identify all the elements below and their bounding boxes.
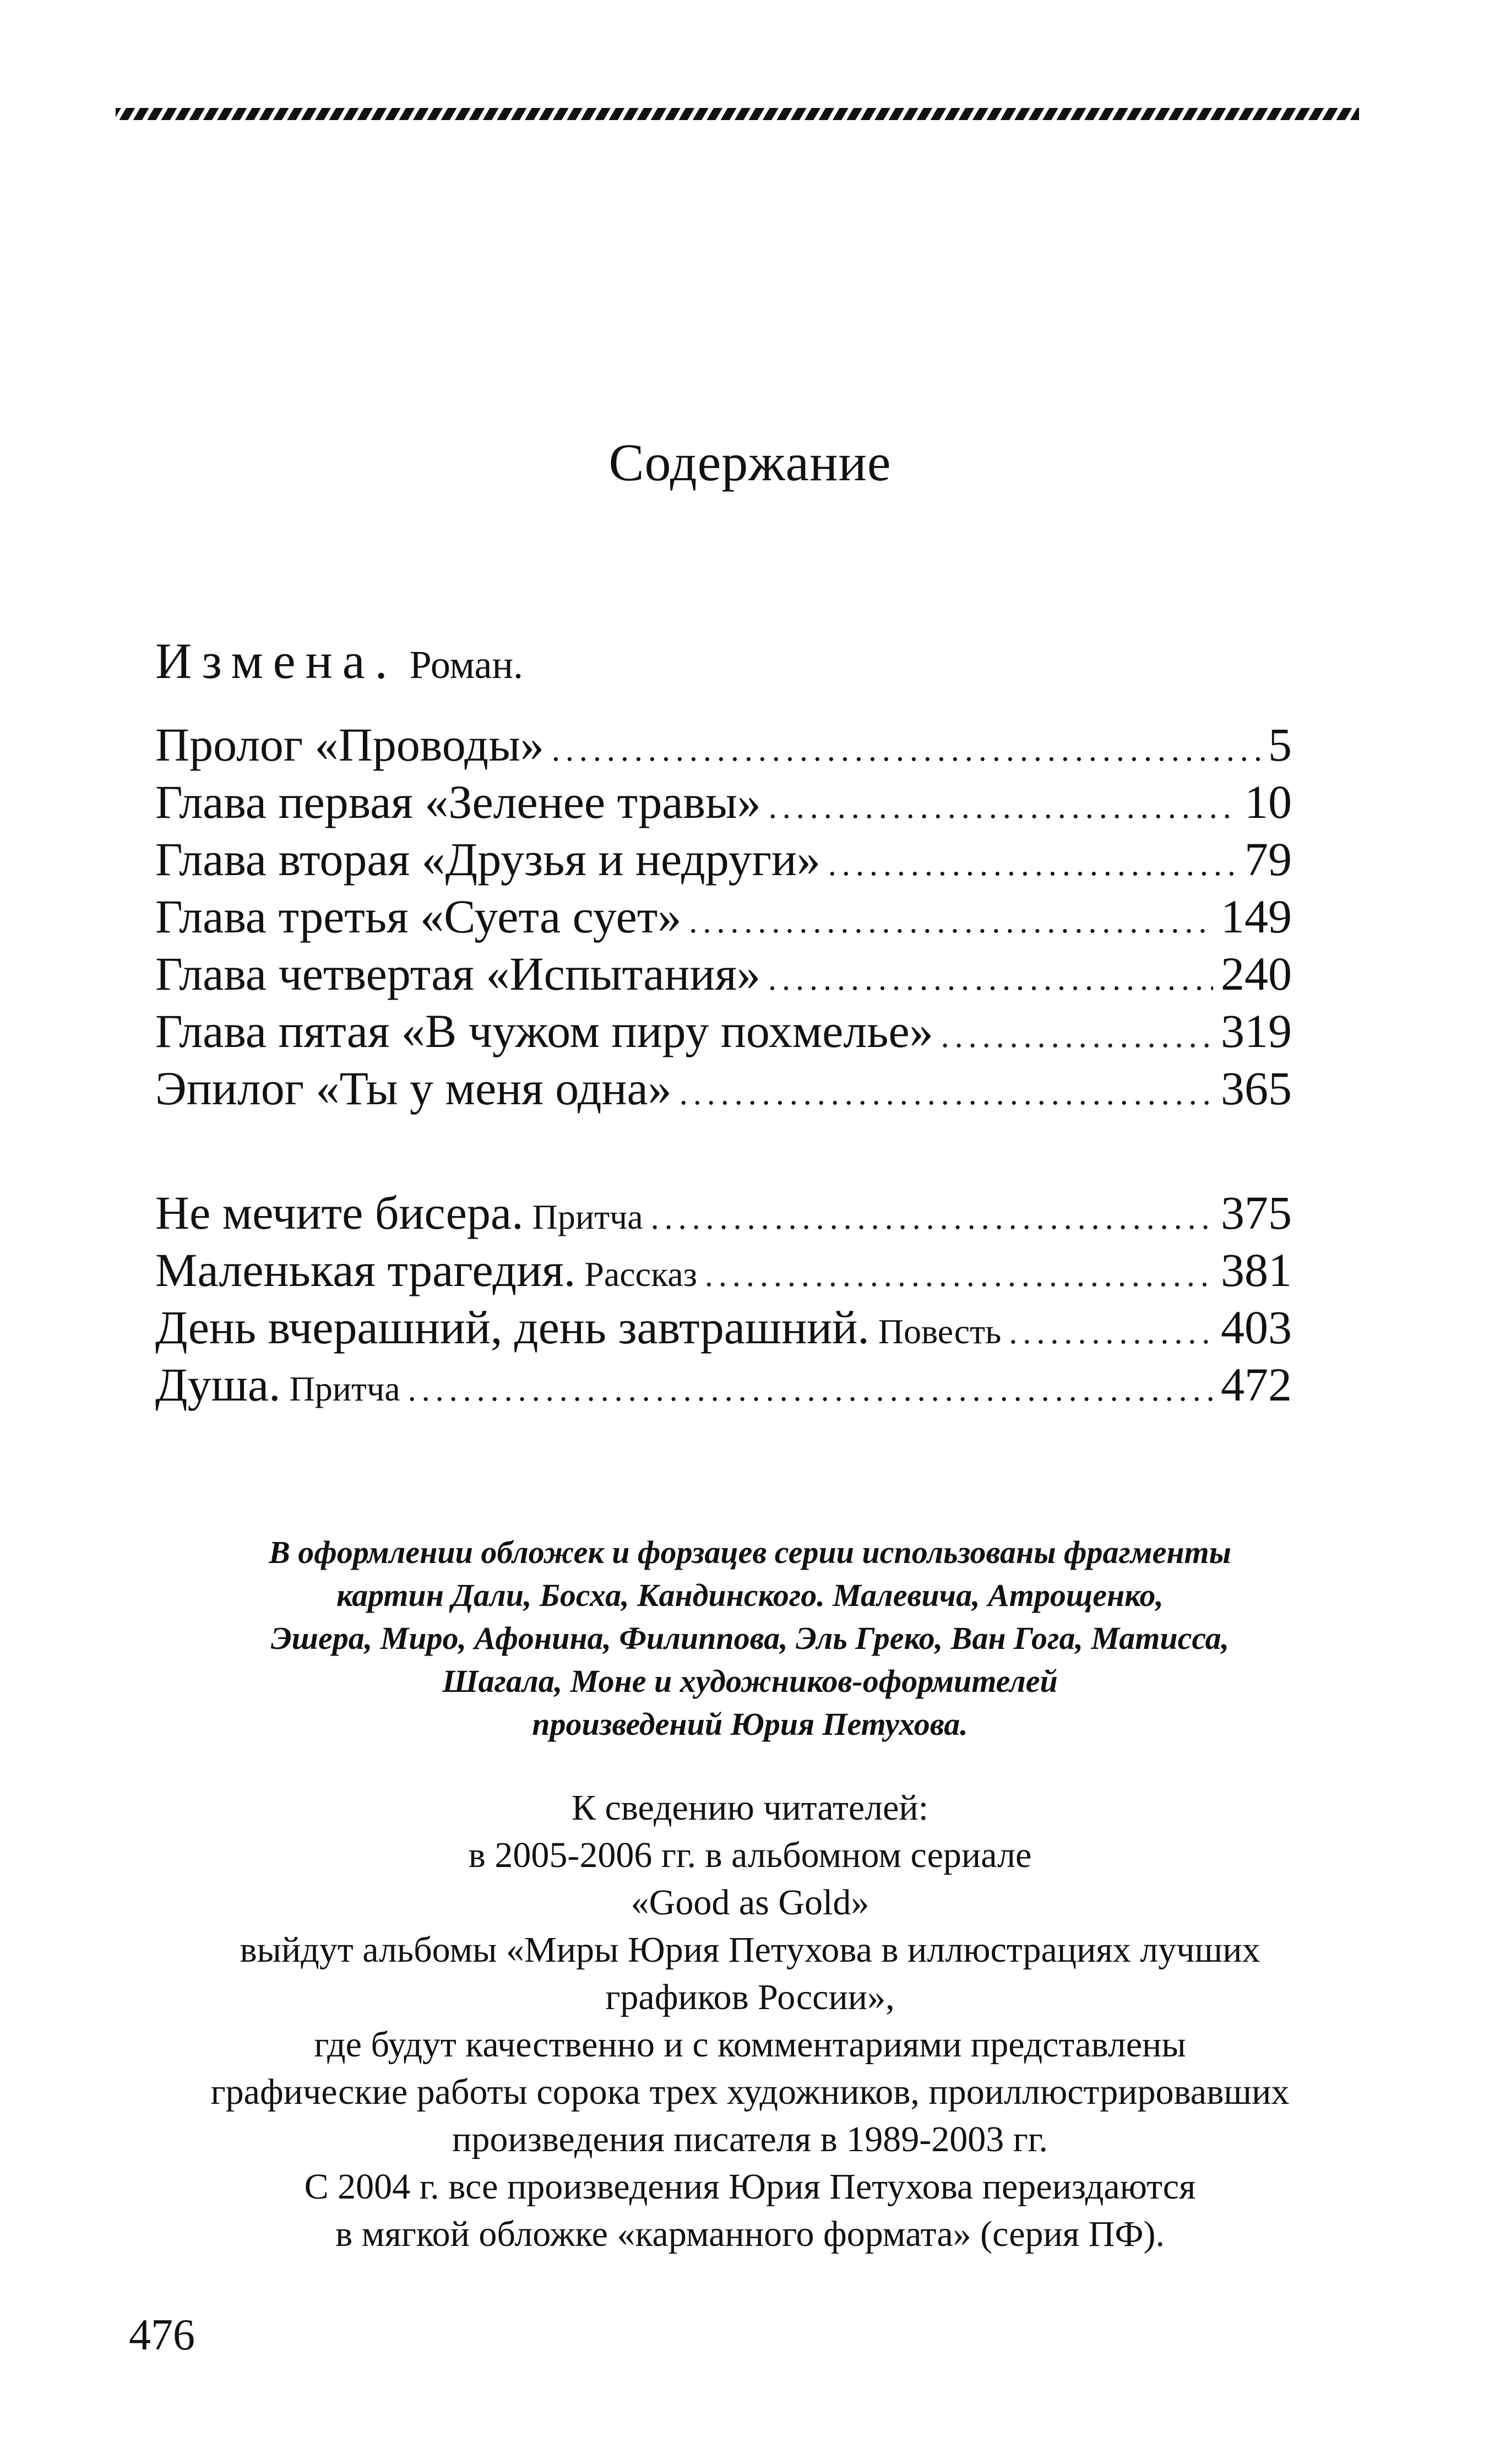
toc-entry-label: Эпилог «Ты у меня одна» <box>155 1062 672 1115</box>
toc-entry-label: Пролог «Проводы» <box>155 718 544 771</box>
novel-genre: Роман. <box>409 643 524 687</box>
toc-entry-page: 375 <box>1221 1186 1292 1239</box>
dot-leader <box>1009 1304 1213 1361</box>
cover-art-credits <box>0 1531 1500 1746</box>
toc-entry <box>155 1060 1292 1117</box>
toc-entry <box>155 716 1292 773</box>
toc-entry-page: 365 <box>1221 1062 1292 1115</box>
toc-entry-page: 5 <box>1268 718 1292 771</box>
credits-line: Эшера, Миро, Афонина, Филиппова, Эль Греко, Ван Гога, Матисса, <box>270 1620 1230 1656</box>
notice-line: «Good as Gold» <box>631 1882 869 1923</box>
toc-entry-page: 240 <box>1221 947 1292 1000</box>
novel-heading <box>155 628 523 698</box>
toc-entry <box>155 888 1292 945</box>
toc-entry <box>155 773 1292 831</box>
toc-entry-page: 472 <box>1221 1358 1292 1411</box>
toc-entry-label: День вчерашний, день завтрашний. <box>155 1301 869 1354</box>
notice-line: в мягкой обложке «карманного формата» (серия ПФ). <box>335 2214 1165 2254</box>
notice-line: К сведению читателей: <box>571 1788 929 1828</box>
dot-leader <box>680 1065 1213 1122</box>
page-number: 476 <box>129 2311 195 2359</box>
toc-entry-genre: Повесть <box>878 1312 1002 1351</box>
toc-entry-page: 79 <box>1244 833 1292 886</box>
toc-entry-label: Глава пятая «В чужом пиру похмелье» <box>155 1005 933 1057</box>
dot-leader <box>769 778 1237 835</box>
toc-entry-page: 319 <box>1221 1005 1292 1057</box>
toc-entry-genre: Рассказ <box>584 1255 697 1294</box>
page-title: Содержание <box>608 433 892 492</box>
other-works-list <box>155 1184 1292 1413</box>
toc-entry-label: Глава первая «Зеленее травы» <box>155 775 761 828</box>
dot-leader <box>941 1007 1213 1065</box>
toc-entry <box>155 831 1292 888</box>
notice-line: С 2004 г. все произведения Юрия Петухова переиздаются <box>304 2167 1196 2207</box>
toc-entry-label: Не мечите бисера. <box>155 1186 524 1239</box>
toc-entry-page: 403 <box>1221 1301 1292 1354</box>
reader-notice <box>0 1784 1500 2258</box>
notice-line: произведения писателя в 1989-2003 гг. <box>452 2119 1048 2159</box>
notice-line: графиков России», <box>605 1977 895 2017</box>
notice-line: в 2005-2006 гг. в альбомном сериале <box>468 1835 1032 1875</box>
novel-title: Измена. <box>155 633 398 689</box>
dot-leader <box>651 1189 1213 1246</box>
toc-entry-genre: Притча <box>532 1197 643 1236</box>
dot-leader <box>552 721 1260 778</box>
dot-leader <box>705 1246 1213 1304</box>
credits-line: Шагала, Моне и художников-оформителей <box>442 1663 1058 1699</box>
toc-entry-label: Душа. <box>155 1358 281 1411</box>
notice-line: выйдут альбомы «Миры Юрия Петухова в иллюстрациях лучших <box>240 1930 1260 1970</box>
toc-entry <box>155 1002 1292 1060</box>
toc-entry-label: Глава третья «Суета сует» <box>155 890 682 943</box>
credits-line: картин Дали, Босха, Кандинского. Малевича, Атрощенко, <box>336 1577 1164 1613</box>
toc-entry-label: Глава четвертая «Испытания» <box>155 947 760 1000</box>
toc-entry <box>155 945 1292 1002</box>
toc-entry-label: Глава вторая «Друзья и недруги» <box>155 833 820 886</box>
notice-line: графические работы сорока трех художников, проиллюстрировавших <box>210 2072 1290 2112</box>
credits-line: В оформлении обложек и форзацев серии использованы фрагменты <box>269 1534 1231 1570</box>
dot-leader <box>768 950 1213 1007</box>
toc-entry-page: 149 <box>1221 890 1292 943</box>
toc-entry <box>155 1299 1292 1356</box>
toc-entry-page: 381 <box>1221 1244 1292 1296</box>
toc-entry-genre: Притча <box>289 1369 400 1408</box>
credits-line: произведений Юрия Петухова. <box>532 1706 968 1742</box>
toc-entry <box>155 1184 1292 1241</box>
dot-leader <box>828 835 1237 893</box>
dot-leader <box>689 893 1213 950</box>
toc-entry-label: Маленькая трагедия. <box>155 1244 576 1296</box>
toc-entry <box>155 1241 1292 1299</box>
decorative-top-rule <box>116 108 1359 120</box>
novel-chapters-list <box>155 716 1292 1117</box>
toc-entry-page: 10 <box>1244 775 1292 828</box>
toc-entry <box>155 1356 1292 1413</box>
dot-leader <box>408 1361 1213 1418</box>
notice-line: где будут качественно и с комментариями представлены <box>314 2025 1186 2065</box>
